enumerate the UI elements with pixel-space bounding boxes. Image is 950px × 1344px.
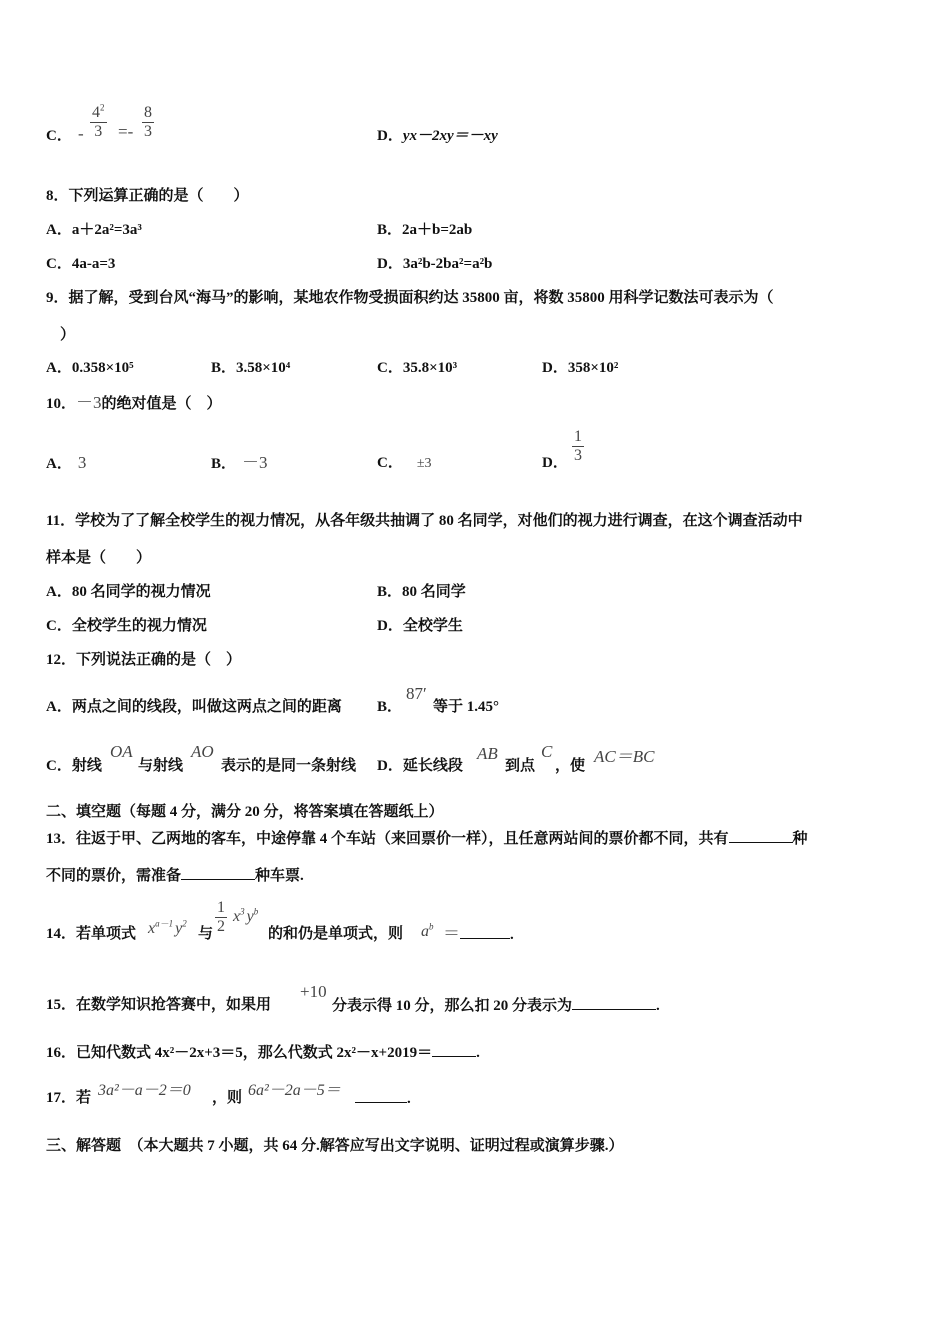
q14-monomial1 (148, 920, 187, 938)
q8-a-text: a＋2a²=3a³ (71, 222, 142, 238)
q12-c-math2: AO (191, 742, 214, 761)
q14-m3-sup: b (429, 921, 434, 932)
q17-end: . (407, 1091, 411, 1107)
q8-c-text: 4a-a=3 (71, 256, 116, 272)
q15-suffix-line (332, 995, 660, 1016)
q9-option-a: A．0.358×10⁵ (46, 360, 134, 376)
q12-stem: 12．下列说法正确的是（ ） (46, 652, 242, 668)
q14-f-den: 2 (217, 918, 225, 935)
q15-math: +10 (300, 982, 327, 1001)
q8-option-d (377, 254, 492, 274)
q8-option-b (377, 220, 472, 240)
q7-c-label: C． (46, 128, 72, 144)
q7-c-den2: 3 (144, 123, 152, 140)
q7-c-minus: - (78, 124, 84, 143)
q14-prefix: 14．若单项式 (46, 926, 137, 942)
q17-answer (355, 1088, 411, 1109)
q11-option-a: A．80 名同学的视力情况 (46, 584, 211, 600)
q14-m3-base: a (421, 923, 429, 940)
q12-d-mid: 到点 (505, 758, 536, 774)
q12-d-math2: C (541, 742, 553, 761)
q14-m1b-sup: 2 (182, 918, 187, 929)
q13-line1 (46, 828, 808, 849)
q10-b-val: －3 (242, 453, 268, 472)
q12-option-b-label: B． (377, 699, 403, 715)
q9-option-d: D．358×10² (542, 360, 619, 376)
q7-c-num2: 8 (144, 104, 152, 121)
q14-m2b-sup: b (253, 906, 259, 917)
q14-m1b-base: y (175, 920, 183, 937)
q7-c-num1-sup: 2 (100, 102, 105, 113)
q17-mid: ，则 (212, 1090, 243, 1106)
q7-c-den1: 3 (90, 122, 107, 141)
q14-m1-base: x (148, 920, 156, 937)
q9-stem-line1: 9．据了解，受到台风“海马”的影响，某地农作物受损面积约达 35800 亩，将数 35800 用科学记数法可表示为（ (46, 290, 774, 306)
q10-stem-math: －3 (76, 393, 102, 412)
q12-c-math1: OA (110, 742, 133, 761)
q14-answer (443, 924, 514, 945)
q14-mid: 与 (198, 926, 214, 942)
q12-option-a: A．两点之间的线段，叫做这两点之间的距离 (46, 699, 342, 715)
q10-c-label: C． (377, 455, 403, 471)
q10-a-label: A． (46, 456, 72, 472)
q13-blank2[interactable] (181, 865, 255, 880)
q8-option-a (46, 220, 142, 240)
q10-option-c (377, 453, 432, 474)
q13-line2-end: 种车票. (255, 868, 304, 884)
q16-text: 16．已知代数式 4x²－2x+3＝5，那么代数式 2x²－x+2019＝ (46, 1045, 433, 1061)
q10-stem-suffix: 的绝对值是（ ） (101, 396, 222, 412)
q13-blank1[interactable] (729, 828, 793, 843)
q12-d-mid2: ，使 (555, 758, 586, 774)
q13-line1-text: 13．往返于甲、乙两地的客车，中途停靠 4 个车站（来回票价一样），且任意两站间的票价都不同，共有 (46, 831, 729, 847)
q17-math1: 3a²－a－2＝0 (98, 1082, 191, 1099)
q10-stem (46, 393, 222, 414)
q10-d-label: D． (542, 455, 568, 471)
q8-stem: 8．下列运算正确的是（ ） (46, 188, 249, 204)
q16-blank[interactable] (432, 1042, 476, 1057)
q17-blank[interactable] (355, 1088, 407, 1103)
q10-b-label: B． (211, 456, 237, 472)
q12-d-math1: AB (477, 744, 498, 763)
q13-line2 (46, 865, 304, 886)
q7-option-d (377, 126, 498, 146)
q7-d-expr: yx－2xy＝－xy (402, 128, 498, 144)
q14-m2b-base: y (246, 908, 254, 925)
q14-ab (421, 923, 434, 941)
q16-end: . (476, 1045, 480, 1061)
q11-stem-line1: 11．学校为了了解全校学生的视力情况，从各年级共抽调了 80 名同学，对他们的视力进行调查，在这个调查活动中 (46, 513, 803, 529)
q10-d-fraction (572, 428, 584, 465)
q12-option-c-prefix: C．射线 (46, 758, 102, 774)
q14-m2-sup: 3 (240, 906, 245, 917)
q7-d-label: D． (377, 128, 403, 144)
q8-d-label: D． (377, 256, 403, 272)
q12-option-d-prefix: D．延长线段 (377, 758, 463, 774)
q14-fraction (215, 899, 227, 936)
q9-option-c: C．35.8×10³ (377, 360, 458, 376)
q17-prefix: 17．若 (46, 1090, 92, 1106)
q15-end: . (656, 998, 660, 1014)
q11-option-b: B．80 名同学 (377, 584, 466, 600)
q10-d-den: 3 (574, 447, 582, 464)
q8-d-text: 3a²b-2ba²=a²b (402, 256, 493, 272)
q7-c-num1: 4 (92, 104, 100, 121)
q7-c-fraction1 (90, 104, 107, 141)
q12-c-mid: 与射线 (138, 758, 184, 774)
q15-blank[interactable] (572, 995, 656, 1010)
q12-b-suffix: 等于 1.45° (433, 699, 499, 715)
q11-option-d: D．全校学生 (377, 618, 463, 634)
q14-end: . (510, 927, 514, 943)
q16-line (46, 1042, 480, 1063)
section3-title: 三、解答题 （本大题共 7 小题，共 64 分.解答应写出文字说明、证明过程或演算步骤.） (46, 1138, 624, 1154)
q8-c-label: C． (46, 256, 72, 272)
q10-option-a (46, 453, 86, 474)
q12-d-math3: AC＝BC (594, 747, 655, 766)
q8-b-label: B． (377, 222, 403, 238)
q15-prefix: 15．在数学知识抢答赛中，如果用 (46, 997, 272, 1013)
q17-math2: 6a²－2a－5＝ (248, 1082, 341, 1099)
q9-option-b: B．3.58×10⁴ (211, 360, 291, 376)
q8-b-text: 2a＋b=2ab (402, 222, 473, 238)
q14-f-num: 1 (217, 899, 225, 916)
q14-blank[interactable] (460, 924, 510, 939)
q10-stem-prefix: 10． (46, 396, 77, 412)
q14-eq: ＝ (443, 924, 460, 943)
q10-a-val: 3 (77, 453, 87, 472)
q10-d-num: 1 (574, 428, 582, 445)
q15-suffix: 分表示得 10 分，那么扣 20 分表示为 (332, 998, 573, 1014)
q13-line1-end: 种 (792, 831, 808, 847)
q12-b-math: 87′ (406, 684, 427, 703)
q13-line2-text: 不同的票价，需准备 (46, 868, 182, 884)
q7-c-eq: =- (118, 122, 134, 141)
q14-m1-sup: a－1 (155, 918, 174, 929)
q14-mid2: 的和仍是单项式，则 (268, 926, 404, 942)
q12-c-suffix: 表示的是同一条射线 (221, 758, 357, 774)
q11-option-c: C．全校学生的视力情况 (46, 618, 207, 634)
q11-stem-line2: 样本是（ ） (46, 550, 152, 566)
q8-option-c (46, 254, 115, 274)
q10-c-val: ±3 (416, 456, 432, 471)
q14-m2-base: x (233, 908, 241, 925)
q7-c-fraction2 (142, 104, 154, 141)
q9-stem-line2: ） (60, 327, 76, 343)
section2-title: 二、填空题（每题 4 分，满分 20 分，将答案填在答题纸上） (46, 804, 444, 820)
q14-monomial2 (233, 908, 258, 926)
q8-a-label: A． (46, 222, 72, 238)
q10-option-b (211, 453, 268, 474)
